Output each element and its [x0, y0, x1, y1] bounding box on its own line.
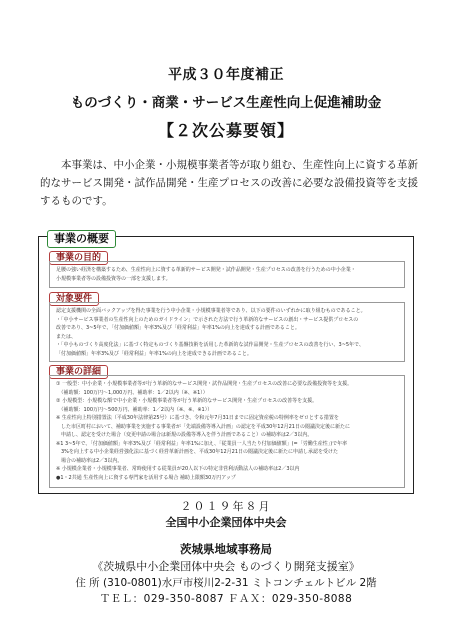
- intro-paragraph: 本事業は、中小企業・小規模事業者等が取り組む、生産性向上に資する革新的なサービス開発・試作品開発・生産プロセスの改善に必要な設備投資等を支援するものです。: [40, 159, 418, 207]
- issuer-org: 全国中小企業団体中央会: [165, 516, 287, 529]
- details-line: ※ 小規模企業者・小規模事業者、常時使用する従業員が20人以下の特定非営利活動法人の補助率は2／3以内: [56, 466, 300, 472]
- regional-office: 茨城県地域事務局: [180, 542, 272, 556]
- requirements-line: 「付加価値額」年率3%及び「経常利益」年率1%の向上を達成できる計画であること。: [56, 350, 252, 357]
- details-line: ② 小規模型：小規模な額で中小企業・小規模事業者等が行う革新的なサービス開発・生産プロセスの改善等を支援。: [56, 398, 318, 404]
- fiscal-year-title: 平成３０年度補正: [168, 67, 284, 83]
- guideline-title: 【２次公募要領】: [157, 121, 294, 140]
- details-line: ① 一般型：中小企業・小規模事業者等が行う革新的なサービス開発・試作品開発・生産プロセスの改善に必要な設備投資等を支援。: [56, 381, 353, 387]
- subsidy-name: ものづくり・商業・サービス生産性向上促進補助金: [70, 95, 382, 111]
- details-line: した市区町村において、補助事業を実施する事業者が「先端設備等導入計画」の認定を平成30年12月21日の閲議決定後に新たに: [56, 423, 350, 430]
- phone-fax: ＴＥＬ：029-350-8087 ＦＡＸ：029-350-8088: [99, 593, 353, 605]
- requirements-body: [49, 302, 405, 362]
- purpose-heading: 事業の目的: [49, 251, 108, 265]
- requirements-line: 認定支援機関の全面バックアップを得た事業を行う中小企業・小規模事業者等であり、以下の要件のいずれかに取り組むものであること。: [56, 308, 366, 314]
- overview-box: [38, 232, 414, 494]
- details-line: ※ 生産性向上特別措置法（平成30年法律第25号）に基づき、令和元年7月31日までに固定資産税の特例率をゼロとする措置を: [56, 415, 339, 421]
- details-line: （補助額：100万円～1,000万円、補助率：1／2以内（※、※1））: [56, 389, 208, 396]
- details-heading: 事業の詳細: [49, 365, 108, 379]
- requirements-line: ・「中小ものづくり高度化法」に基づく特定ものづくり基盤技術を活用した革新的な試作品開発・生産プロセスの改善を行い、3~5年で、: [56, 342, 364, 348]
- purpose-body: [49, 261, 405, 288]
- requirements-line: または、: [56, 333, 77, 340]
- overview-title: 事業の概要: [47, 230, 116, 248]
- address: 住 所 (310-0801)水戸市桜川2-2-31 ミトコンチェルトビル 2階: [75, 577, 377, 589]
- purpose-line: 足腰の強い経済を構築するため、生産性向上に資する革新的サービス開発・試作品開発・生産プロセスの改善を行うための中小企業・: [56, 267, 356, 273]
- details-line: 申請し、認定を受けた場合（変更申請の場合は新規の設備等導入を伴う計画であること）の補助率は2／3以内。: [56, 432, 313, 438]
- requirements-line: 改善であり、3~5年で、「付加価値額」年率3%及び「経常利益」年率1%の向上を達成する計画であること。: [56, 325, 300, 331]
- details-line: （補助額：100万円～500万円、補助率：1／2以内（※、※、※1））: [56, 406, 213, 413]
- details-body: [49, 375, 405, 488]
- details-line: 場合の補助率は2／3以内。: [56, 457, 123, 464]
- purpose-line: 小規模事業者等の設備投資等の一部を支援します。: [56, 275, 171, 282]
- document-header: [0, 66, 452, 141]
- issue-date: ２０１９年８月: [180, 500, 272, 513]
- details-line: ※1 3~5年で、「付加価値額」年率3%及び「経常利益」年率1%に加え、「従業員一人当たり付加価値額」(=「労働生産性」)で年率: [56, 440, 348, 447]
- support-center: 《茨城県中小企業団体中央会 ものづくり開発支援室》: [92, 560, 360, 573]
- requirements-heading: 対象要件: [49, 292, 99, 306]
- requirements-line: ・「中小サービス事業者の生産性向上のためのガイドライン」で示された方法で行う革新的なサービスの創出・サービス提供プロセスの: [56, 316, 359, 323]
- details-line: 3%を向上する中小企業経営強化法に基づく経営革新計画を、平成30年12月21日の閲議決定後に新たに申請し承認を受けた: [56, 449, 339, 455]
- details-line: ●1・2共通 生産性向上に資する専門家を活用する場合 補助上限額30万円アップ: [56, 474, 236, 481]
